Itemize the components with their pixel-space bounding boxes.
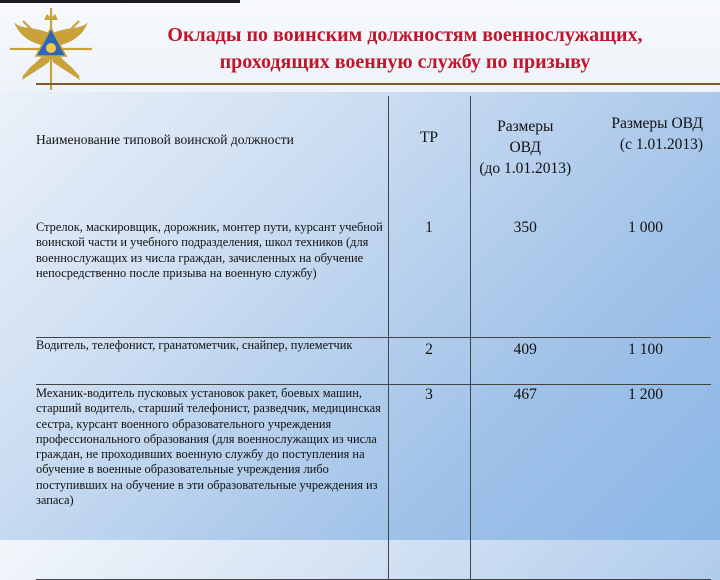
- row-tr: 3: [388, 385, 470, 580]
- row-ovd-old: 467: [470, 385, 580, 580]
- title-underline: [36, 83, 720, 85]
- title-line-1: Оклады по воинским должностям военнослужащих,: [167, 24, 643, 46]
- salary-table: [36, 96, 711, 580]
- row-position-name: Водитель, телефонист, гранатометчик, снайпер, пулеметчик: [36, 338, 388, 385]
- row-ovd-old: 350: [470, 220, 580, 338]
- row-tr: 2: [388, 338, 470, 385]
- top-rule: [0, 0, 240, 3]
- header-ovd-new-line-1: Размеры ОВД: [611, 115, 703, 132]
- row-ovd-new: 1 200: [580, 385, 711, 580]
- table-row: [36, 338, 711, 385]
- emergency-ministry-emblem-icon: [6, 4, 96, 94]
- row-ovd-new: 1 100: [580, 338, 711, 385]
- table-header-row: [36, 96, 711, 220]
- table-row: [36, 385, 711, 580]
- header-position-name: Наименование типовой воинской должности: [36, 132, 294, 147]
- row-ovd-old: 409: [470, 338, 580, 385]
- row-ovd-new: 1 000: [628, 219, 663, 236]
- header-ovd-new: [580, 96, 711, 220]
- row-position-name: Стрелок, маскировщик, дорожник, монтер пути, курсант учебной воинской части и учебного подразделения, школ техников (для военнослужащих из числа граждан, зачисленных на обучение непосредственно после призыва на военную службу): [36, 220, 383, 280]
- header-tr: ТР: [388, 96, 470, 220]
- row-tr: 1: [388, 220, 470, 338]
- table-row: [36, 220, 711, 338]
- page-title: [110, 22, 700, 76]
- header-ovd-old-line-2: ОВД: [509, 139, 541, 156]
- header-ovd-old: [470, 96, 580, 220]
- header-ovd-old-line-1: Размеры: [497, 118, 554, 135]
- header-ovd-new-line-2: (с 1.01.2013): [619, 136, 703, 153]
- title-line-2: проходящих военную службу по призыву: [219, 51, 591, 73]
- header-ovd-old-line-3: (до 1.01.2013): [479, 160, 572, 177]
- row-position-name: Механик-водитель пусковых установок ракет, боевых машин, старший водитель, старший телефонист, разведчик, медицинская сестра, курсант военного образовательного учреждения профессионального образования (для военнослужащих из числа граждан, не проходивших военную службу до поступления на обучение в военные образовательные учреждения либо поступивших на обучение в эти образовательные учреждения из запаса): [36, 385, 388, 580]
